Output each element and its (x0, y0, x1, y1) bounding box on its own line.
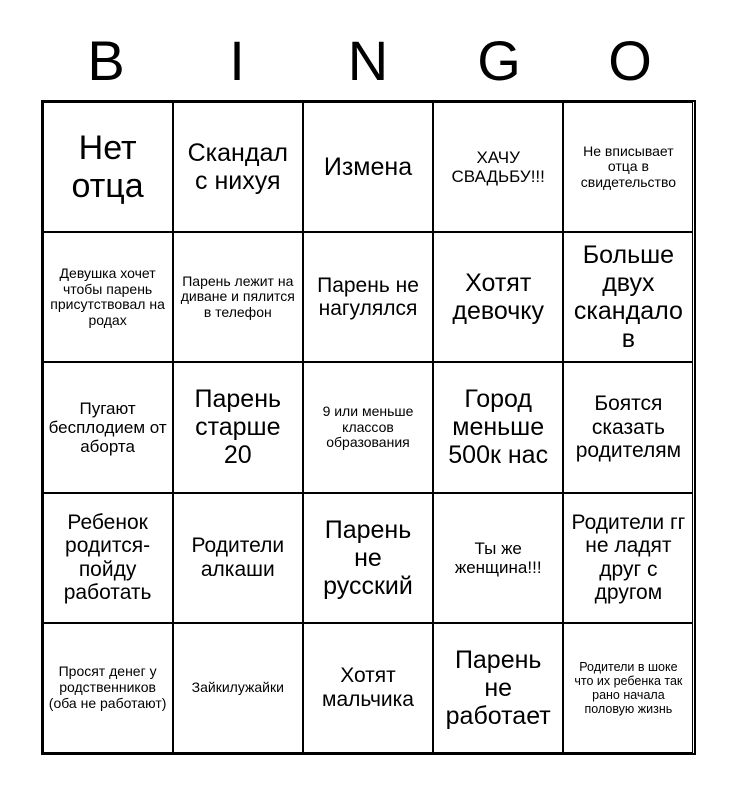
bingo-cell-text: Парень лежит на диване и пялится в телефон (180, 272, 295, 321)
bingo-grid (41, 100, 696, 755)
bingo-cell-text: Парень не нагулялся (317, 273, 419, 321)
bingo-cell-text: Боятся сказать родителям (575, 392, 682, 463)
bingo-cell-text: Скандал с нихуя (187, 139, 288, 196)
bingo-cell[interactable] (43, 102, 173, 232)
bingo-cell[interactable] (433, 362, 563, 492)
bingo-cell[interactable] (43, 362, 173, 492)
bingo-cell[interactable] (303, 362, 433, 492)
bingo-cell-text: Родители алкаши (191, 534, 285, 581)
bingo-cell[interactable] (563, 232, 693, 362)
bingo-cell[interactable] (563, 102, 693, 232)
bingo-letter-o: O (608, 29, 652, 92)
bingo-letter-b: B (87, 29, 125, 92)
bingo-cell-text: Родители в шоке что их ребенка так рано начала половую жизнь (574, 659, 683, 716)
bingo-cell[interactable] (303, 102, 433, 232)
bingo-letter-n: N (347, 29, 389, 92)
bingo-cell[interactable] (43, 623, 173, 753)
bingo-cell[interactable] (433, 493, 563, 623)
bingo-cell[interactable] (563, 623, 693, 753)
bingo-cell-text: Парень старше 20 (194, 385, 282, 470)
bingo-cell-text: Нет отца (71, 129, 144, 206)
bingo-header (41, 30, 696, 92)
bingo-cell-text: Хотят девочку (452, 269, 544, 326)
bingo-cell[interactable] (173, 102, 303, 232)
bingo-cell-text: Больше двух скандалов (573, 241, 683, 354)
bingo-cell[interactable] (433, 232, 563, 362)
bingo-cell-text: 9 или меньше классов образования (322, 402, 414, 451)
bingo-cell[interactable] (563, 493, 693, 623)
bingo-cell[interactable] (303, 493, 433, 623)
bingo-cell[interactable] (43, 232, 173, 362)
bingo-cell[interactable] (433, 623, 563, 753)
bingo-cell-text: Ребенок родится-пойду работать (63, 510, 152, 605)
bingo-cell-text: Парень не русский (323, 515, 413, 600)
bingo-cell-text: Зайкилужайки (191, 679, 284, 696)
bingo-cell-text: Пугают бесплодием от аборта (48, 398, 167, 456)
bingo-cell-text: Родители гг не ладят друг с другом (571, 510, 686, 605)
bingo-cell[interactable] (303, 623, 433, 753)
bingo-cell-text: ХАЧУ СВАДЬБУ!!! (451, 148, 545, 187)
bingo-cell[interactable] (173, 232, 303, 362)
bingo-cell[interactable] (43, 493, 173, 623)
bingo-cell[interactable] (173, 493, 303, 623)
bingo-cell[interactable] (173, 362, 303, 492)
bingo-cell[interactable] (563, 362, 693, 492)
bingo-cell-text: Парень не работает (445, 645, 551, 730)
bingo-cell[interactable] (433, 102, 563, 232)
bingo-cell-text: Измена (323, 153, 413, 182)
bingo-cell-text: Ты же женщина!!! (454, 538, 542, 577)
bingo-cell-text: Город меньше 500к нас (448, 385, 549, 470)
bingo-letter-g: G (477, 29, 521, 92)
bingo-cell-text: Хотят мальчика (322, 664, 414, 711)
bingo-cell-text: Не вписывает отца в свидетельство (580, 142, 677, 190)
bingo-cell[interactable] (173, 623, 303, 753)
bingo-cell-text: Девушка хочет чтобы парень присутствовал на родах (50, 264, 165, 328)
bingo-cell-text: Просят денег у родственников (оба не работают) (48, 663, 167, 711)
bingo-letter-i: I (229, 29, 245, 92)
bingo-cell[interactable] (303, 232, 433, 362)
